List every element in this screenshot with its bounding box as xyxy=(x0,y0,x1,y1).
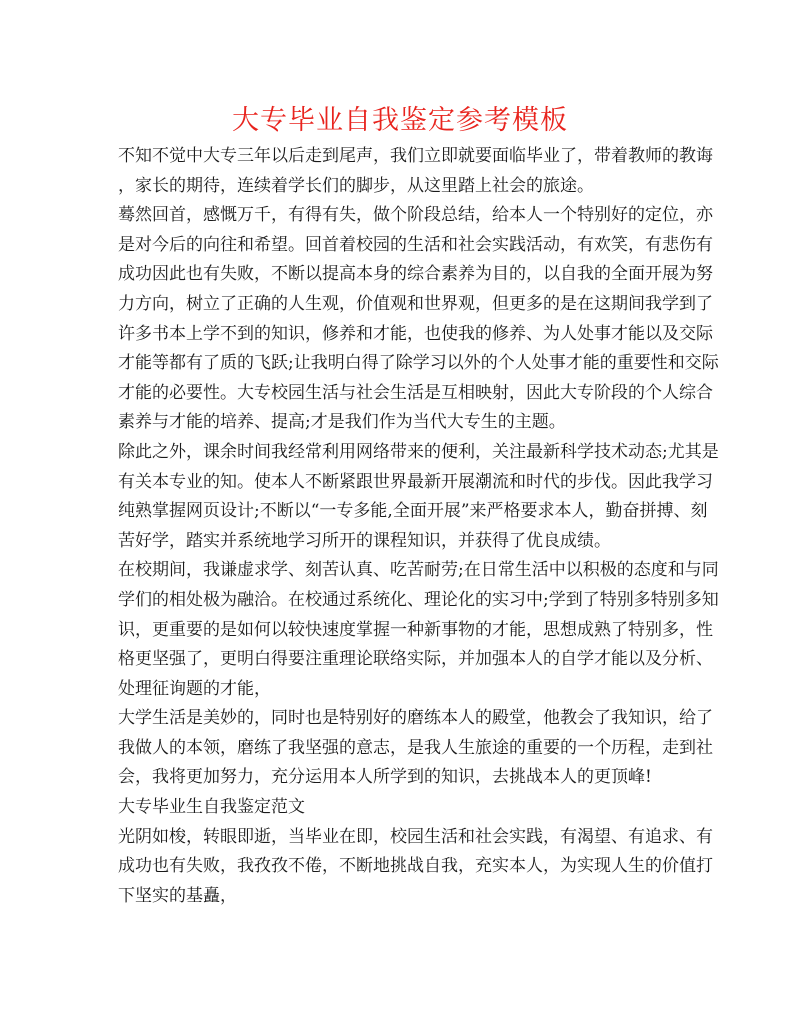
paragraph-line: 处理征询题的才能， xyxy=(118,678,271,699)
paragraph-line: 成功也有失败，我孜孜不倦，不断地挑战自我，充实本人，为实现人生的价值打 xyxy=(118,856,713,877)
paragraph-line: 成功因此也有失败，不断以提高本身的综合素养为目的，以自我的全面开展为努 xyxy=(118,264,713,285)
paragraph xyxy=(118,438,719,556)
paragraph-line: 格更坚强了，更明白得要注重理论联络实际，并加强本人的自学才能以及分析、 xyxy=(118,649,713,670)
document-body xyxy=(118,142,719,911)
paragraph-line: 我做人的本领，磨练了我坚强的意志，是我人生旅途的重要的一个历程，走到社 xyxy=(118,737,713,758)
paragraph-line: 有关本专业的知。使本人不断紧跟世界最新开展潮流和时代的步伐。因此我学习 xyxy=(118,471,713,492)
paragraph-line: 蓦然回首，感慨万千，有得有失，做个阶段总结，给本人一个特别好的定位，亦 xyxy=(118,205,713,226)
paragraph-line: 是对今后的向往和希望。回首着校园的生活和社会实践活动，有欢笑，有悲伤有 xyxy=(118,234,713,255)
document-title: 大专毕业自我鉴定参考模板 xyxy=(232,105,568,136)
paragraph-line: 会，我将更加努力，充分运用本人所学到的知识，去挑战本人的更顶峰! xyxy=(118,767,652,788)
paragraph-line: 不知不觉中大专三年以后走到尾声，我们立即就要面临毕业了，带着教师的教诲 xyxy=(118,146,713,166)
paragraph-line: 除此之外，课余时间我经常利用网络带来的便利，关注最新科学技术动态;尤其是 xyxy=(118,441,719,462)
paragraph xyxy=(118,556,719,704)
paragraph-line: 学们的相处极为融洽。在校通过系统化、理论化的实习中;学到了特别多特别多知 xyxy=(118,589,719,610)
paragraph-line: 光阴如梭，转眼即逝，当毕业在即，校园生活和社会实践，有渴望、有追求、有 xyxy=(118,826,713,847)
paragraph xyxy=(118,142,713,201)
paragraph xyxy=(118,704,713,793)
paragraph-line: ，家长的期待，连续着学长们的脚步，从这里踏上社会的旅途。 xyxy=(118,175,594,196)
paragraph-line: 苦好学，踏实并系统地学习所开的课程知识，并获得了优良成绩。 xyxy=(118,530,611,551)
paragraph xyxy=(118,793,680,823)
paragraph-line: 才能的必要性。大专校园生活与社会生活是互相映射，因此大专阶段的个人综合 xyxy=(118,382,713,403)
paragraph-line: 才能等都有了质的飞跃;让我明白得了除学习以外的个人处事才能的重要性和交际 xyxy=(118,353,719,374)
paragraph-line: 素养与才能的培养、提高;才是我们作为当代大专生的主题。 xyxy=(118,412,566,433)
paragraph-line: 大专毕业生自我鉴定范文 xyxy=(118,797,305,818)
paragraph-line: 力方向，树立了正确的人生观，价值观和世界观，但更多的是在这期间我学到了 xyxy=(118,293,713,314)
paragraph xyxy=(118,201,719,438)
paragraph-line: 识，更重要的是如何以较快速度掌握一种新事物的才能，思想成熟了特别多，性 xyxy=(118,619,713,640)
paragraph-line: 纯熟掌握网页设计;不断以“一专多能,全面开展”来严格要求本人，勤奋拼搏、刻 xyxy=(118,501,708,522)
paragraph-line: 大学生活是美妙的，同时也是特别好的磨练本人的殿堂，他教会了我知识，给了 xyxy=(118,708,713,729)
paragraph-line: 许多书本上学不到的知识，修养和才能，也使我的修养、为人处事才能以及交际 xyxy=(118,323,713,344)
paragraph-line: 下坚实的基矗， xyxy=(118,885,237,906)
paragraph xyxy=(118,823,713,912)
paragraph-line: 在校期间，我谦虚求学、刻苦认真、吃苦耐劳;在日常生活中以积极的态度和与同 xyxy=(118,560,719,581)
